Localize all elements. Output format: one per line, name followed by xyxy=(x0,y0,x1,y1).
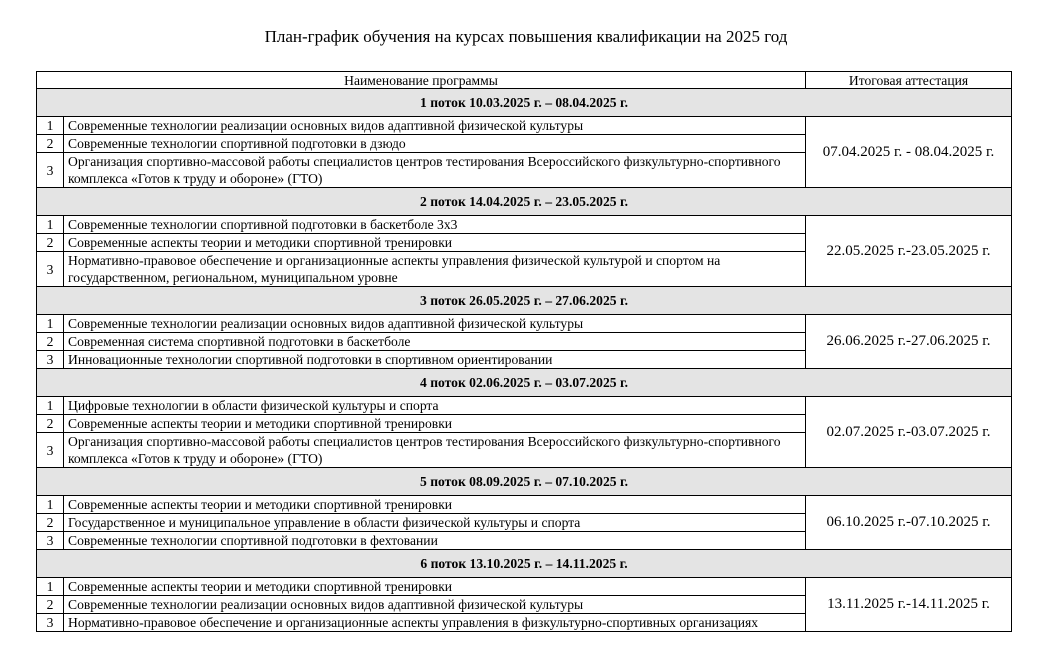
program-row xyxy=(37,496,1012,514)
program-name: Современные аспекты теории и методики спортивной тренировки xyxy=(64,496,806,514)
program-name: Цифровые технологии в области физической культуры и спорта xyxy=(64,397,806,415)
header-final-attestation: Итоговая аттестация xyxy=(806,72,1012,89)
program-number: 1 xyxy=(37,496,64,514)
document-title: План-график обучения на курсах повышения квалификации на 2025 год xyxy=(264,27,788,46)
program-name: Современные технологии спортивной подготовки в баскетболе 3х3 xyxy=(64,216,806,234)
program-number: 2 xyxy=(37,596,64,614)
program-row xyxy=(37,117,1012,135)
program-name: Современные аспекты теории и методики спортивной тренировки xyxy=(64,578,806,596)
stream-label: 4 поток 02.06.2025 г. – 03.07.2025 г. xyxy=(37,369,1012,397)
program-number: 1 xyxy=(37,397,64,415)
stream-label: 5 поток 08.09.2025 г. – 07.10.2025 г. xyxy=(37,468,1012,496)
stream-header-row xyxy=(37,369,1012,397)
program-number: 2 xyxy=(37,135,64,153)
attestation-dates: 26.06.2025 г.-27.06.2025 г. xyxy=(806,315,1012,369)
program-number: 3 xyxy=(37,532,64,550)
program-number: 2 xyxy=(37,333,64,351)
program-name: Современные технологии реализации основных видов адаптивной физической культуры xyxy=(64,315,806,333)
stream-label: 2 поток 14.04.2025 г. – 23.05.2025 г. xyxy=(37,188,1012,216)
stream-header-row xyxy=(37,468,1012,496)
attestation-dates: 13.11.2025 г.-14.11.2025 г. xyxy=(806,578,1012,632)
program-name: Государственное и муниципальное управление в области физической культуры и спорта xyxy=(64,514,806,532)
program-row xyxy=(37,397,1012,415)
program-name: Современные технологии спортивной подготовки в дзюдо xyxy=(64,135,806,153)
header-program-name: Наименование программы xyxy=(37,72,806,89)
program-number: 3 xyxy=(37,351,64,369)
attestation-dates: 02.07.2025 г.-03.07.2025 г. xyxy=(806,397,1012,468)
schedule-body xyxy=(37,89,1012,632)
program-name: Современные технологии реализации основных видов адаптивной физической культуры xyxy=(64,596,806,614)
attestation-dates: 07.04.2025 г. - 08.04.2025 г. xyxy=(806,117,1012,188)
program-name: Организация спортивно-массовой работы специалистов центров тестирования Всероссийского физкультурно-спортивного комплекса «Готов к труду и обороне» (ГТО) xyxy=(64,433,806,468)
program-name: Современные технологии реализации основных видов адаптивной физической культуры xyxy=(64,117,806,135)
stream-label: 3 поток 26.05.2025 г. – 27.06.2025 г. xyxy=(37,287,1012,315)
program-name: Инновационные технологии спортивной подготовки в спортивном ориентировании xyxy=(64,351,806,369)
program-name: Современная система спортивной подготовки в баскетболе xyxy=(64,333,806,351)
attestation-dates: 22.05.2025 г.-23.05.2025 г. xyxy=(806,216,1012,287)
stream-label: 1 поток 10.03.2025 г. – 08.04.2025 г. xyxy=(37,89,1012,117)
program-name: Современные технологии спортивной подготовки в фехтовании xyxy=(64,532,806,550)
program-number: 1 xyxy=(37,578,64,596)
program-number: 3 xyxy=(37,153,64,188)
program-name: Нормативно-правовое обеспечение и организационные аспекты управления физической культурой и спортом на государственном, региональном, муниципальном уровне xyxy=(64,252,806,287)
program-row xyxy=(37,578,1012,596)
table-header-row xyxy=(37,72,1012,89)
stream-header-row xyxy=(37,188,1012,216)
program-number: 1 xyxy=(37,117,64,135)
program-row xyxy=(37,315,1012,333)
program-row xyxy=(37,216,1012,234)
schedule-table xyxy=(36,71,1012,632)
stream-label: 6 поток 13.10.2025 г. – 14.11.2025 г. xyxy=(37,550,1012,578)
program-number: 1 xyxy=(37,216,64,234)
stream-header-row xyxy=(37,287,1012,315)
program-number: 2 xyxy=(37,415,64,433)
stream-header-row xyxy=(37,550,1012,578)
program-name: Современные аспекты теории и методики спортивной тренировки xyxy=(64,415,806,433)
program-name: Организация спортивно-массовой работы специалистов центров тестирования Всероссийского физкультурно-спортивного комплекса «Готов к труду и обороне» (ГТО) xyxy=(64,153,806,188)
program-number: 3 xyxy=(37,614,64,632)
program-name: Нормативно-правовое обеспечение и организационные аспекты управления в физкультурно-спортивных организациях xyxy=(64,614,806,632)
program-number: 2 xyxy=(37,234,64,252)
program-number: 3 xyxy=(37,433,64,468)
program-number: 2 xyxy=(37,514,64,532)
stream-header-row xyxy=(37,89,1012,117)
program-number: 3 xyxy=(37,252,64,287)
program-number: 1 xyxy=(37,315,64,333)
program-name: Современные аспекты теории и методики спортивной тренировки xyxy=(64,234,806,252)
attestation-dates: 06.10.2025 г.-07.10.2025 г. xyxy=(806,496,1012,550)
